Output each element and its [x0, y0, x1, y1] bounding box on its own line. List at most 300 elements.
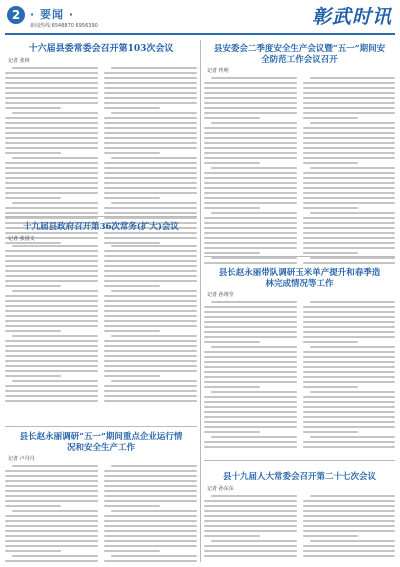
- body-text-line: [211, 495, 296, 497]
- body-text-line: [303, 411, 396, 413]
- body-text-line: [303, 252, 359, 254]
- body-text-line: [104, 295, 197, 297]
- body-text-line: [111, 555, 197, 557]
- body-text-line: [303, 416, 396, 418]
- body-text-line: [104, 365, 197, 367]
- body-text-line: [211, 167, 296, 169]
- article-body: [5, 245, 197, 405]
- body-text-line: [5, 560, 98, 562]
- body-text-line: [5, 87, 98, 89]
- body-text-line: [104, 385, 197, 387]
- body-text-line: [303, 202, 396, 204]
- article-body-column: [104, 245, 197, 405]
- body-text-line: [12, 380, 98, 382]
- body-text-line: [5, 345, 98, 347]
- body-text-line: [104, 310, 197, 312]
- body-text-line: [104, 265, 197, 267]
- body-text-line: [104, 355, 197, 357]
- body-text-line: [5, 152, 61, 154]
- body-text-line: [104, 560, 197, 562]
- body-text-line: [104, 320, 197, 322]
- body-text-line: [204, 177, 297, 179]
- body-text-line: [310, 77, 395, 79]
- section-divider: [204, 256, 395, 257]
- body-text-line: [104, 127, 197, 129]
- column-divider: [200, 40, 201, 562]
- body-text-line: [5, 320, 98, 322]
- body-text-line: [204, 132, 297, 134]
- body-text-line: [5, 82, 98, 84]
- article-headline: 县安委会二季度安全生产会议暨“五一”期间安全防范工作会议召开: [213, 44, 386, 65]
- body-text-line: [204, 97, 297, 99]
- body-text-line: [104, 270, 197, 272]
- body-text-line: [204, 416, 297, 418]
- body-text-line: [303, 371, 396, 373]
- body-text-line: [5, 72, 98, 74]
- body-text-line: [303, 316, 396, 318]
- body-text-line: [104, 152, 160, 154]
- body-text-line: [303, 321, 396, 323]
- body-text-line: [303, 102, 396, 104]
- newspaper-logo: 彰武时讯: [311, 6, 392, 28]
- body-text-line: [211, 436, 296, 438]
- body-text-line: [303, 326, 396, 328]
- body-text-line: [5, 197, 61, 199]
- body-text-line: [104, 395, 197, 397]
- body-text-line: [5, 107, 61, 109]
- article-byline: 记者 孙东东: [207, 485, 234, 492]
- article-county-standing-committee-103: [5, 40, 197, 214]
- body-text-line: [310, 212, 395, 214]
- body-text-line: [5, 340, 98, 342]
- body-text-line: [204, 396, 297, 398]
- body-text-line: [111, 335, 197, 337]
- body-text-line: [104, 275, 197, 277]
- body-text-line: [303, 172, 396, 174]
- body-text-line: [303, 530, 396, 532]
- body-text-line: [5, 470, 98, 472]
- body-text-line: [303, 137, 396, 139]
- body-text-line: [303, 525, 396, 527]
- body-text-line: [204, 331, 297, 333]
- body-text-line: [104, 305, 197, 307]
- body-text-line: [303, 446, 396, 448]
- body-text-line: [303, 232, 396, 234]
- body-text-line: [303, 217, 396, 219]
- body-text-line: [204, 237, 297, 239]
- body-text-line: [104, 495, 197, 497]
- body-text-line: [204, 520, 297, 522]
- article-peoples-congress-standing-committee-27: [204, 464, 395, 564]
- body-text-line: [303, 331, 396, 333]
- body-text-line: [5, 97, 98, 99]
- article-body-column: [5, 465, 98, 565]
- page-masthead: [0, 0, 400, 36]
- body-text-line: [5, 77, 98, 79]
- article-byline: 记者 张国文: [8, 235, 35, 242]
- body-text-line: [5, 280, 98, 282]
- body-text-line: [303, 396, 396, 398]
- body-text-line: [204, 401, 297, 403]
- article-byline: 记者 佟明: [207, 68, 229, 75]
- body-text-line: [204, 157, 297, 159]
- article-headline: 县长赵永丽带队调研玉米单产提升和春季造林完成情况等工作: [218, 268, 381, 289]
- body-text-line: [104, 285, 160, 287]
- body-text-line: [303, 426, 396, 428]
- article-byline: 记者 张林: [8, 58, 30, 65]
- body-text-line: [104, 480, 197, 482]
- body-text-line: [211, 391, 296, 393]
- body-text-line: [303, 87, 396, 89]
- body-text-line: [204, 112, 297, 114]
- body-text-line: [204, 217, 297, 219]
- body-text-line: [5, 132, 98, 134]
- body-text-line: [5, 370, 98, 372]
- body-text-line: [303, 182, 396, 184]
- body-text-line: [303, 555, 396, 557]
- body-text-line: [111, 510, 197, 512]
- body-text-line: [104, 97, 197, 99]
- body-text-line: [104, 212, 197, 214]
- body-text-line: [211, 301, 296, 303]
- body-text-line: [104, 390, 197, 392]
- body-text-line: [104, 360, 197, 362]
- body-text-line: [303, 207, 359, 209]
- body-text-line: [104, 300, 197, 302]
- body-text-line: [204, 366, 297, 368]
- body-text-line: [204, 351, 297, 353]
- body-text-line: [104, 182, 197, 184]
- body-text-line: [303, 242, 396, 244]
- body-text-line: [303, 376, 396, 378]
- body-text-line: [303, 336, 396, 338]
- body-text-line: [303, 520, 396, 522]
- body-text-line: [303, 227, 396, 229]
- body-text-line: [5, 295, 98, 297]
- body-text-line: [303, 366, 396, 368]
- body-text-line: [303, 157, 396, 159]
- body-text-line: [211, 122, 296, 124]
- body-text-line: [303, 162, 359, 164]
- body-text-line: [104, 315, 197, 317]
- body-text-line: [12, 290, 98, 292]
- body-text-line: [303, 92, 396, 94]
- body-text-line: [5, 355, 98, 357]
- body-text-line: [303, 351, 396, 353]
- body-text-line: [5, 212, 98, 214]
- body-text-line: [310, 301, 395, 303]
- body-text-line: [111, 245, 197, 247]
- body-text-line: [204, 431, 260, 433]
- body-text-line: [5, 325, 98, 327]
- body-text-line: [204, 187, 297, 189]
- body-text-line: [303, 82, 396, 84]
- body-text-line: [5, 172, 98, 174]
- body-text-line: [104, 370, 197, 372]
- body-text-line: [204, 87, 297, 89]
- body-text-line: [204, 172, 297, 174]
- article-county-government-meeting-36: [5, 218, 197, 368]
- body-text-line: [204, 530, 297, 532]
- article-headline: 十九届县政府召开第36次常务(扩大)会议: [23, 222, 179, 232]
- body-text-line: [12, 112, 98, 114]
- article-body: [204, 77, 395, 267]
- edition-line: 新闻热线:6548870 6956390: [30, 23, 98, 29]
- body-text-line: [111, 202, 197, 204]
- body-text-line: [303, 117, 359, 119]
- body-text-line: [204, 247, 297, 249]
- body-text-line: [104, 545, 197, 547]
- body-text-line: [104, 350, 197, 352]
- body-text-line: [104, 535, 197, 537]
- body-text-line: [204, 515, 297, 517]
- body-text-line: [303, 341, 359, 343]
- body-text-line: [104, 530, 197, 532]
- body-text-line: [204, 505, 297, 507]
- body-text-line: [5, 525, 98, 527]
- body-text-line: [5, 360, 98, 362]
- body-text-line: [104, 107, 160, 109]
- body-text-line: [104, 550, 160, 552]
- body-text-line: [303, 401, 396, 403]
- body-text-line: [303, 441, 396, 443]
- article-headline: 县长赵永丽调研“五一”期间重点企业运行情况和安全生产工作: [19, 432, 183, 453]
- body-text-line: [204, 152, 297, 154]
- body-text-line: [303, 550, 396, 552]
- body-text-line: [5, 480, 98, 482]
- body-text-line: [303, 500, 396, 502]
- body-text-line: [204, 406, 297, 408]
- section-divider: [5, 426, 197, 427]
- body-text-line: [5, 395, 98, 397]
- body-text-line: [204, 242, 297, 244]
- body-text-line: [111, 465, 197, 467]
- body-text-line: [5, 400, 98, 402]
- body-text-line: [5, 177, 98, 179]
- body-text-line: [211, 346, 296, 348]
- body-text-line: [111, 157, 197, 159]
- body-text-line: [104, 255, 197, 257]
- article-headline: 十六届县委常委会召开第103次会议: [28, 44, 174, 54]
- body-text-line: [104, 147, 197, 149]
- body-text-line: [104, 207, 197, 209]
- body-text-line: [5, 500, 98, 502]
- body-text-line: [111, 112, 197, 114]
- body-text-line: [12, 245, 98, 247]
- article-body-column: [204, 495, 297, 560]
- body-text-line: [204, 162, 260, 164]
- body-text-line: [204, 341, 260, 343]
- body-text-line: [111, 67, 197, 69]
- body-text-line: [211, 77, 296, 79]
- body-text-line: [104, 102, 197, 104]
- section-divider: [204, 460, 395, 461]
- body-text-line: [5, 505, 61, 507]
- article-byline: 记者 卢丹丹: [8, 456, 35, 463]
- body-text-line: [303, 132, 396, 134]
- body-text-line: [12, 555, 98, 557]
- article-county-head-may-day-safety-inspection: [5, 430, 197, 564]
- body-text-line: [204, 202, 297, 204]
- body-text-line: [204, 376, 297, 378]
- body-text-line: [12, 202, 98, 204]
- body-text-line: [303, 515, 396, 517]
- body-text-line: [204, 421, 297, 423]
- body-text-line: [12, 510, 98, 512]
- body-text-line: [5, 545, 98, 547]
- body-text-line: [204, 182, 297, 184]
- article-body-column: [204, 301, 297, 451]
- body-text-line: [204, 326, 297, 328]
- body-text-line: [5, 255, 98, 257]
- body-text-line: [104, 280, 197, 282]
- body-text-line: [104, 137, 197, 139]
- body-text-line: [204, 381, 297, 383]
- body-text-line: [5, 350, 98, 352]
- body-text-line: [303, 505, 396, 507]
- body-text-line: [5, 495, 98, 497]
- body-text-line: [104, 82, 197, 84]
- body-text-line: [204, 555, 297, 557]
- body-text-line: [104, 260, 197, 262]
- body-text-line: [104, 500, 197, 502]
- body-text-line: [5, 300, 98, 302]
- body-text-line: [204, 441, 297, 443]
- body-text-line: [310, 257, 395, 259]
- body-text-line: [5, 270, 98, 272]
- body-text-line: [204, 311, 297, 313]
- body-text-line: [104, 515, 197, 517]
- body-text-line: [104, 520, 197, 522]
- body-text-line: [303, 112, 396, 114]
- body-text-line: [104, 117, 197, 119]
- body-text-line: [104, 250, 197, 252]
- body-text-line: [303, 152, 396, 154]
- body-text-line: [5, 167, 98, 169]
- article-body-column: [104, 465, 197, 565]
- body-text-line: [303, 510, 396, 512]
- body-text-line: [204, 361, 297, 363]
- body-text-line: [104, 77, 197, 79]
- body-text-line: [5, 315, 98, 317]
- body-text-line: [104, 330, 160, 332]
- article-county-head-corn-and-afforestation-inspection: [204, 264, 395, 454]
- body-text-line: [5, 390, 98, 392]
- body-text-line: [5, 375, 61, 377]
- body-text-line: [204, 137, 297, 139]
- body-text-line: [104, 177, 197, 179]
- body-text-line: [111, 380, 197, 382]
- body-text-line: [104, 142, 197, 144]
- body-text-line: [5, 490, 98, 492]
- body-text-line: [5, 305, 98, 307]
- body-text-line: [104, 505, 160, 507]
- article-headline: 县十九届人大常委会召开第二十七次会议: [222, 472, 376, 482]
- section-name: · 要闻 ·: [30, 8, 75, 21]
- article-body-column: [5, 245, 98, 405]
- body-text-line: [104, 400, 197, 402]
- body-text-line: [303, 197, 396, 199]
- body-text-line: [204, 535, 260, 537]
- body-text-line: [204, 147, 297, 149]
- body-text-line: [204, 117, 260, 119]
- body-text-line: [5, 207, 98, 209]
- masthead-divider: [5, 33, 395, 35]
- body-text-line: [104, 525, 197, 527]
- body-text-line: [204, 336, 297, 338]
- body-text-line: [104, 345, 197, 347]
- body-text-line: [303, 356, 396, 358]
- body-text-line: [211, 257, 296, 259]
- body-text-line: [5, 385, 98, 387]
- body-text-line: [5, 365, 98, 367]
- article-body: [204, 301, 395, 451]
- body-text-line: [204, 386, 260, 388]
- section-divider: [5, 216, 197, 217]
- body-text-line: [12, 335, 98, 337]
- body-text-line: [204, 411, 297, 413]
- body-text-line: [303, 406, 396, 408]
- article-body-column: [303, 301, 396, 451]
- body-text-line: [104, 540, 197, 542]
- body-text-line: [204, 127, 297, 129]
- body-text-line: [204, 102, 297, 104]
- article-byline: 记者 孙靖莹: [207, 292, 234, 299]
- body-text-line: [303, 306, 396, 308]
- body-text-line: [310, 495, 395, 497]
- body-text-line: [12, 157, 98, 159]
- body-text-line: [104, 197, 160, 199]
- body-text-line: [12, 67, 98, 69]
- article-safety-committee-q2-meeting: [204, 40, 395, 240]
- body-text-line: [104, 167, 197, 169]
- body-text-line: [104, 92, 197, 94]
- body-text-line: [5, 330, 61, 332]
- body-text-line: [12, 465, 98, 467]
- body-text-line: [5, 260, 98, 262]
- body-text-line: [204, 371, 297, 373]
- body-text-line: [5, 530, 98, 532]
- body-text-line: [204, 306, 297, 308]
- body-text-line: [211, 540, 296, 542]
- article-body-column: [204, 77, 297, 267]
- body-text-line: [111, 290, 197, 292]
- body-text-line: [303, 127, 396, 129]
- body-text-line: [104, 192, 197, 194]
- body-text-line: [5, 117, 98, 119]
- body-text-line: [303, 237, 396, 239]
- body-text-line: [5, 550, 61, 552]
- body-text-line: [303, 311, 396, 313]
- article-body: [204, 495, 395, 560]
- body-text-line: [204, 316, 297, 318]
- body-text-line: [204, 356, 297, 358]
- body-text-line: [310, 540, 395, 542]
- body-text-line: [204, 545, 297, 547]
- body-text-line: [104, 162, 197, 164]
- body-text-line: [204, 321, 297, 323]
- body-text-line: [5, 102, 98, 104]
- body-text-line: [303, 177, 396, 179]
- body-text-line: [5, 520, 98, 522]
- body-text-line: [5, 485, 98, 487]
- body-text-line: [5, 285, 61, 287]
- body-text-line: [5, 515, 98, 517]
- body-text-line: [5, 275, 98, 277]
- body-text-line: [5, 310, 98, 312]
- body-text-line: [303, 187, 396, 189]
- body-text-line: [303, 192, 396, 194]
